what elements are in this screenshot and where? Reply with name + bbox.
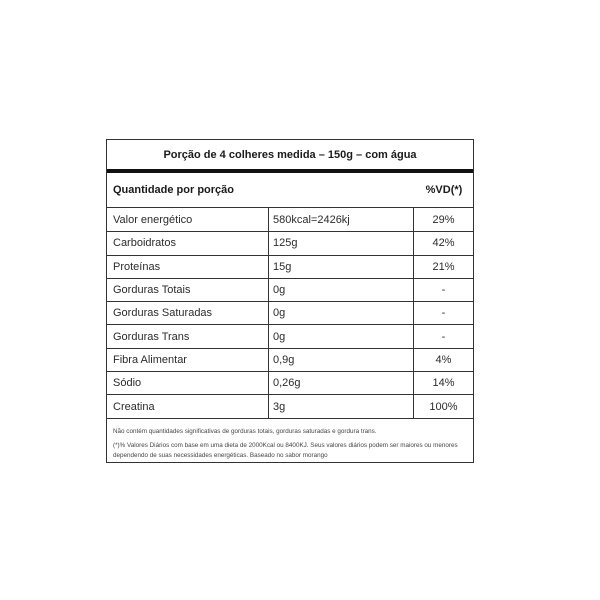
nutrient-rows xyxy=(107,208,473,419)
nutrient-daily-value: 14% xyxy=(432,377,455,390)
nutrient-name: Sódio xyxy=(107,372,269,394)
table-row xyxy=(107,208,473,231)
footnote-no-fat: Não contém quantidades significativas de gorduras totais, gorduras saturadas e gordura trans. xyxy=(113,427,377,435)
nutrient-daily-value: 4% xyxy=(435,353,452,366)
nutrient-daily-value: 21% xyxy=(432,260,455,273)
nutrient-daily-value: - xyxy=(441,307,446,320)
nutrient-daily-value: 100% xyxy=(429,400,458,413)
nutrient-name: Carboidratos xyxy=(107,232,269,254)
nutrient-amount: 0g xyxy=(269,325,414,347)
nutrient-daily-value: 29% xyxy=(432,213,455,226)
nutrient-amount: 125g xyxy=(269,232,414,254)
table-row xyxy=(107,301,473,324)
nutrient-amount: 0,26g xyxy=(269,372,414,394)
nutrient-name: Fibra Alimentar xyxy=(107,349,269,371)
nutrient-name: Gorduras Totais xyxy=(107,279,269,301)
nutrient-daily-value: - xyxy=(441,284,446,297)
nutrient-daily-value: - xyxy=(441,330,446,343)
column-header-row xyxy=(107,173,473,208)
daily-value-label: %VD(*) xyxy=(425,184,463,196)
nutrient-amount: 0g xyxy=(269,279,414,301)
table-row xyxy=(107,231,473,254)
nutrient-name: Gorduras Saturadas xyxy=(107,302,269,324)
nutrition-facts-table xyxy=(106,139,474,463)
serving-size-title: Porção de 4 colheres medida – 150g – com água xyxy=(107,140,473,173)
quantity-per-serving-label: Quantidade por porção xyxy=(113,184,235,196)
nutrient-name: Proteínas xyxy=(107,256,269,278)
table-row xyxy=(107,371,473,394)
table-row xyxy=(107,348,473,371)
nutrient-amount: 0,9g xyxy=(269,349,414,371)
nutrient-name: Creatina xyxy=(107,395,269,417)
table-row xyxy=(107,255,473,278)
nutrient-amount: 15g xyxy=(269,256,414,278)
nutrient-amount: 3g xyxy=(269,395,414,417)
footnote-daily-values: (*)% Valores Diários com base em uma dieta de 2000Kcal ou 8400KJ. Seus valores diários podem ser maiores ou menores dependendo de suas necessidades energéticas. Baseado no sabor morango xyxy=(113,441,458,459)
nutrient-daily-value: 42% xyxy=(432,237,455,250)
nutrient-amount: 0g xyxy=(269,302,414,324)
table-row xyxy=(107,324,473,347)
nutrient-name: Gorduras Trans xyxy=(107,325,269,347)
table-row xyxy=(107,278,473,301)
nutrient-amount: 580kcal=2426kj xyxy=(269,208,414,231)
footnotes xyxy=(107,419,473,461)
nutrient-name: Valor energético xyxy=(107,208,269,231)
table-row xyxy=(107,394,473,417)
